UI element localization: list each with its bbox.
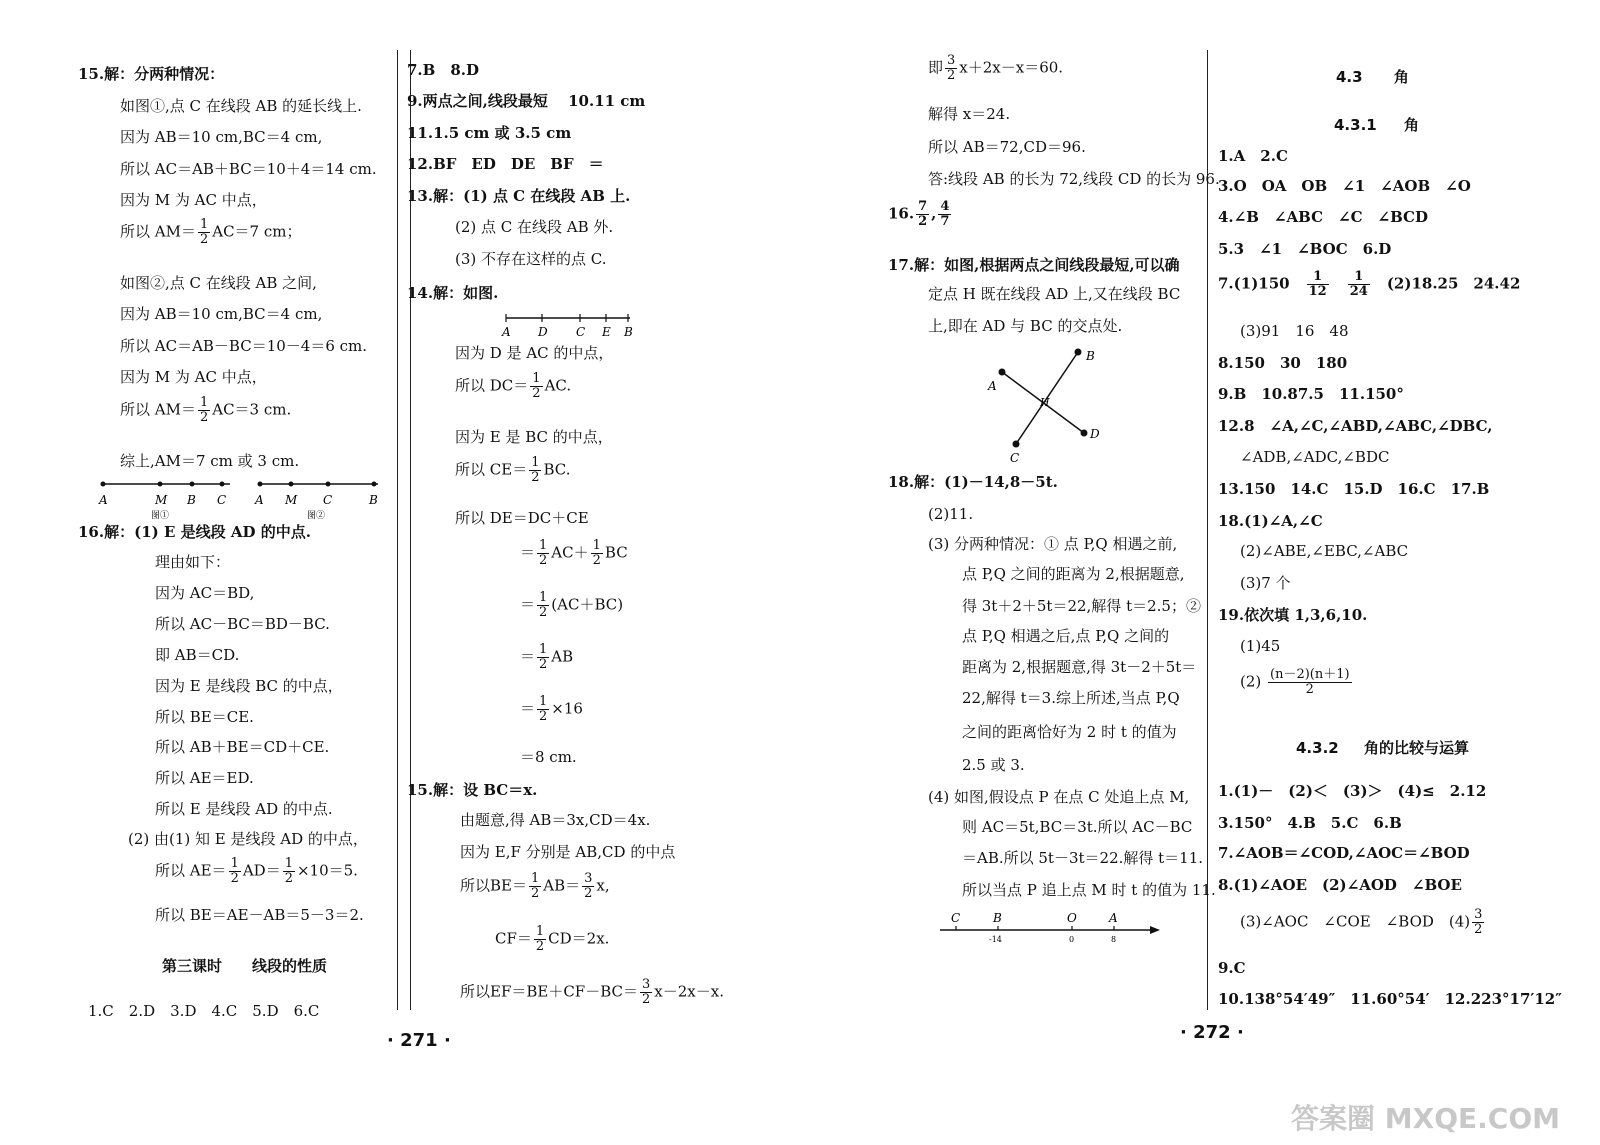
answer-line: 之间的距离恰好为 2 时 t 的值为 [962,723,1177,741]
text-segment: (AC＋BC) [551,595,624,614]
numerator: 1 [539,590,548,605]
text-segment: 7.(1)150 [1218,274,1305,293]
fig1-label-b: B [187,493,196,507]
fraction [537,643,549,672]
text-segment: ＝ [520,647,536,666]
denominator: 2 [539,553,548,568]
answer-line: 11.1.5 cm 或 3.5 cm [407,124,572,142]
answer-line-fraction [1240,908,1486,937]
denominator: 2 [584,886,593,901]
answer-line: 9.两点之间,线段最短 10.11 cm [407,92,646,110]
text-segment: AC＋ [551,543,589,562]
text-segment: ＝ [520,699,536,718]
answer-line: 12.8 ∠A,∠C,∠ABD,∠ABC,∠DBC, [1218,417,1493,435]
fraction [1348,270,1370,299]
denominator: 2 [1474,922,1483,937]
text-segment: BC. [543,460,571,479]
denominator: 7 [940,214,950,229]
answer-line: 点 P,Q 相遇之后,点 P,Q 之间的 [962,627,1170,645]
denominator: 2 [199,410,209,425]
answer-line-fraction [928,54,1063,83]
fig17-label-d: D [1090,427,1100,441]
fig17-label-h: H [1040,396,1050,409]
answer-line: 18.解：(1)－14,8－5t. [888,473,1058,491]
answer-line: 因为 AB＝10 cm,BC＝4 cm, [120,305,323,323]
fig2-label-b: B [369,493,378,507]
denominator: 2 [539,605,548,620]
numerator: 1 [199,217,209,232]
text-segment: 所以 AE＝ [155,861,227,880]
fraction [529,456,541,485]
answer-line: 18.(1)∠A,∠C [1218,512,1323,530]
fig1-label-a: A [99,493,108,507]
watermark: 答案圈 MXQE.COM [1291,1102,1560,1135]
heading-text: 角 [1393,68,1409,86]
page-number-271: · 271 · [387,1030,451,1051]
fig18-label-o: O [1067,911,1077,925]
text-segment: AD＝ [242,861,281,880]
answer-line-fraction [455,456,571,485]
fig14-label-a: A [502,325,511,339]
numerator: 1 [592,538,601,553]
answer-line: 14.解：如图. [407,284,499,302]
answer-line: 7.B 8.D [407,61,480,79]
figure-problem-14 [500,310,640,340]
fig18-label-c: C [951,911,961,925]
answer-line: 8.150 30 180 [1218,354,1348,372]
answer-line-fraction [455,372,571,401]
numerator: 1 [539,538,548,553]
numerator: 7 [918,199,928,214]
text-segment: 所以BE＝ [460,876,527,895]
fig18-label-b: B [993,911,1002,925]
answer-line: 12.BF ED DE BF ＝ [407,155,604,173]
answer-line: 所以 AC＝AB－BC＝10－4＝6 cm. [120,337,368,355]
answer-line-fraction [888,200,953,229]
numerator: 1 [1348,270,1370,285]
answer-line-fraction [1218,270,1520,299]
fraction [529,872,541,901]
text-segment: ×16 [551,699,583,718]
denominator: 2 [592,553,601,568]
denominator: 2 [947,68,956,83]
answer-line: ＝AB.所以 5t－3t＝22.解得 t＝11. [962,849,1204,867]
answer-line: 距离为 2,根据题意,得 3t－2＋5t＝ [962,658,1197,676]
text-segment: 所以 CE＝ [455,460,528,479]
answer-line: 1.A 2.C [1218,147,1288,165]
fig18-tick-0: 0 [1069,935,1075,944]
text-segment: x, [596,876,610,895]
answer-line: 8.(1)∠AOE (2)∠AOD ∠BOE [1218,876,1462,894]
answer-line: 所以 BE＝CE. [155,708,254,726]
text-segment: (3)∠AOC ∠COE ∠BOD (4) [1240,912,1471,931]
text-segment: AC＝7 cm； [212,222,302,241]
fraction [537,695,549,724]
fig17-label-a: A [988,379,997,393]
numerator: 1 [199,395,209,410]
answer-line-fraction [120,396,291,425]
numerator: 1 [531,455,540,470]
numerator: (n－2)(n＋1) [1270,667,1350,682]
answer-line: 9.B 10.87.5 11.150° [1218,385,1404,403]
text-segment: x＋2x－x＝60. [959,58,1064,77]
denominator: 2 [535,939,545,954]
fraction [1268,668,1352,697]
answer-line: (2) 点 C 在线段 AB 外. [455,218,614,236]
answer-line-fraction [495,925,609,954]
fraction [1307,270,1329,299]
answer-line: ＝8 cm. [520,748,577,766]
answer-line: (2)11. [928,505,974,523]
answer-line-fraction [155,857,358,886]
numerator: 3 [642,977,651,992]
denominator: 12 [1308,284,1327,299]
answer-line: 所以当点 P 追上点 M 时 t 的值为 11. [962,881,1216,899]
fig14-label-c: C [576,325,586,339]
text-segment: AC＝3 cm. [212,400,292,419]
fraction [640,978,652,1007]
answer-line: 综上,AM＝7 cm 或 3 cm. [120,452,300,470]
fig2-label-a: A [255,493,264,507]
answer-line: 13.150 14.C 15.D 16.C 17.B [1218,480,1490,498]
figure-problem-18-number-line [938,910,1168,946]
text-segment [1331,275,1346,293]
fig18-tick-8: 8 [1111,935,1117,944]
numerator: 1 [284,856,293,871]
fraction [1472,908,1484,937]
denominator: 2 [539,709,548,724]
fraction [582,872,594,901]
text-segment: CD＝2x. [548,929,610,948]
fig18-label-a: A [1109,911,1118,925]
answer-line: 定点 H 既在线段 AD 上,又在线段 BC [928,285,1181,303]
numerator: 3 [1474,907,1483,922]
text-segment: AB＝ [543,876,581,895]
text-segment: (2) [1240,672,1267,691]
answer-line: ∠ADB,∠ADC,∠BDC [1240,448,1390,466]
fig2-label-c: C [323,493,333,507]
answer-line: 因为 E,F 分别是 AB,CD 的中点 [460,843,676,861]
numerator: 1 [539,642,548,657]
fig2-label-m: M [285,493,298,507]
text-segment: CF＝ [495,929,532,948]
text-segment: 即 [928,58,944,77]
fraction [530,372,542,401]
column-divider-3 [1207,50,1208,1010]
answer-line: 则 AC＝5t,BC＝3t.所以 AC－BC [962,818,1193,836]
text-segment: 所以EF＝BE＋CF－BC＝ [460,982,638,1001]
answer-line: (3) 不存在这样的点 C. [455,250,607,268]
answer-line: 所以 AB＋BE＝CD＋CE. [155,738,330,756]
answer-line: 如图①,点 C 在线段 AB 的延长线上. [120,97,362,115]
fig1-label-c: C [217,493,227,507]
text-segment: (2)18.25 24.42 [1371,274,1521,293]
fig14-label-e: E [602,325,611,339]
answer-line: 3.O OA OB ∠1 ∠AOB ∠O [1218,177,1471,195]
answer-line: 所以 AC－BC＝BD－BC. [155,615,330,633]
text-segment: 所以 AM＝ [120,222,196,241]
answer-line: 理由如下： [155,553,231,571]
numerator: 4 [940,199,950,214]
answer-line-fraction [460,978,724,1007]
answer-line: (4) 如图,假设点 P 在点 C 处追上点 M, [928,788,1190,806]
denominator: 2 [284,871,293,886]
denominator: 2 [199,232,209,247]
fraction [916,200,929,229]
answer-line: 解得 x＝24. [928,105,1011,123]
answer-line: 由题意,得 AB＝3x,CD＝4x. [460,811,651,829]
answer-line: 15.解：分两种情况： [78,65,225,83]
page-number-272: · 272 · [1180,1022,1244,1043]
text-segment: ＝ [520,595,536,614]
answer-line: 所以 AB＝72,CD＝96. [928,138,1086,156]
denominator: 2 [230,871,239,886]
figure-problem-17 [980,340,1120,470]
numerator: 1 [530,871,540,886]
answer-line-fraction [520,539,628,568]
answer-line: 点 P,Q 之间的距离为 2,根据题意, [962,565,1185,583]
denominator: 24 [1349,284,1368,299]
heading-number: 4.3.1 [1334,116,1377,134]
answer-line: 9.C [1218,959,1246,977]
answer-line: 上,即在 AD 与 BC 的交点处. [928,317,1123,335]
fraction [537,539,549,568]
answer-line: 因为 E 是 BC 的中点， [455,428,613,446]
answer-line: (2)∠ABE,∠EBC,∠ABC [1240,542,1409,560]
text-segment: x－2x－x. [654,982,724,1001]
fraction [229,857,241,886]
text-segment: BC [604,543,628,562]
denominator: 2 [539,657,548,672]
answer-line-fraction [520,591,623,620]
answer-line: (3) 分两种情况：① 点 P,Q 相遇之前, [928,535,1178,553]
numerator: 3 [947,53,956,68]
answer-line: 得 3t＋2＋5t＝22,解得 t＝2.5；② [962,597,1201,615]
answer-line-fraction [520,695,583,724]
heading-4-3-1 [1334,114,1419,135]
answer-line: 因为 D 是 AC 的中点， [455,344,614,362]
answer-line: 所以 AC＝AB＋BC＝10＋4＝14 cm. [120,160,377,178]
answer-line: (3)91 16 48 [1240,322,1349,340]
figure-segments-1-2 [95,474,395,524]
answer-line: 所以 BE＝AE－AB＝5－3＝2. [155,906,364,924]
heading-text: 角的比较与运算 [1363,739,1469,757]
section-title-lesson-3: 第三课时 线段的性质 [162,957,328,975]
answer-line: 答:线段 AB 的长为 72,线段 CD 的长为 96. [928,170,1220,188]
answer-line: 1.(1)－ (2)＜ (3)＞ (4)≤ 2.12 [1218,782,1487,800]
answer-line: 因为 AB＝10 cm,BC＝4 cm, [120,128,323,146]
fig17-label-b: B [1086,349,1095,363]
heading-4-3-2 [1296,737,1469,758]
heading-4-3 [1336,66,1409,87]
text-segment: ×10＝5. [296,861,358,880]
answer-line-fraction [120,218,302,247]
answer-line: 19.依次填 1,3,6,10. [1218,606,1368,624]
fraction [938,200,951,229]
answer-line: 13.解：(1) 点 C 在线段 AB 上. [407,187,631,205]
answer-line: (3)7 个 [1240,574,1291,592]
fig14-label-b: B [624,325,633,339]
text-segment: 所以 AM＝ [120,400,196,419]
fraction [537,591,549,620]
denominator: 2 [531,470,540,485]
answer-line: 所以 E 是线段 AD 的中点. [155,800,333,818]
answer-line: 3.150° 4.B 5.C 6.B [1218,814,1402,832]
text-segment: , [931,204,937,223]
denominator: 2 [918,214,928,229]
fig18-tick-minus14: -14 [989,935,1002,944]
answer-line: 因为 M 为 AC 中点， [120,191,267,209]
numerator: 3 [584,871,593,886]
answer-line-fraction [1240,668,1354,697]
answer-line: 10.138°54′49″ 11.60°54′ 12.223°17′12″ [1218,990,1562,1008]
text-segment: AC. [544,376,572,395]
fraction [591,539,603,568]
answer-line: 17.解：如图,根据两点之间线段最短,可以确 [888,256,1180,274]
fraction [198,396,210,425]
answer-line: 即 AB＝CD. [155,646,240,664]
heading-number: 4.3 [1336,68,1363,86]
heading-number: 4.3.2 [1296,739,1339,757]
answer-line: 1.C 2.D 3.D 4.C 5.D 6.C [88,1002,320,1020]
heading-text: 角 [1403,116,1419,134]
fraction [534,925,546,954]
fig17-label-c: C [1010,451,1020,465]
answer-line-fraction [520,643,573,672]
text-segment: AB [551,647,574,666]
answer-line: 因为 E 是线段 BC 的中点， [155,677,343,695]
numerator: 1 [539,694,548,709]
denominator: 2 [1305,682,1314,697]
answer-line: 5.3 ∠1 ∠BOC 6.D [1218,240,1392,258]
fig14-label-d: D [538,325,548,339]
answer-line: 2.5 或 3. [962,756,1025,774]
answer-line: (1)45 [1240,637,1281,655]
denominator: 2 [530,886,540,901]
text-segment: 所以 DC＝ [455,376,529,395]
fraction [283,857,295,886]
answer-line: 7.∠AOB＝∠COD,∠AOC＝∠BOD [1218,844,1470,862]
answer-line: 因为 M 为 AC 中点， [120,368,267,386]
denominator: 2 [532,386,541,401]
answer-line: 16.解：(1) E 是线段 AD 的中点. [78,523,311,541]
fig1-caption: 图① [151,511,170,521]
fraction [198,218,210,247]
numerator: 1 [532,371,541,386]
answer-line: (2) 由(1) 知 E 是线段 AD 的中点， [128,830,368,848]
answer-line: 22,解得 t＝3.综上所述,当点 P,Q [962,689,1180,707]
answer-line-fraction [460,872,610,901]
text-segment: 16. [888,204,915,223]
numerator: 1 [1307,270,1329,285]
fig1-label-m: M [155,493,168,507]
denominator: 2 [642,992,651,1007]
numerator: 1 [230,856,239,871]
answer-line: 所以 AE＝ED. [155,769,254,787]
column-divider-1 [397,50,398,1010]
answer-line: 4.∠B ∠ABC ∠C ∠BCD [1218,208,1428,226]
fig2-caption: 图② [307,511,326,521]
answer-line: 所以 DE＝DC＋CE [455,509,589,527]
answer-line: 因为 AC＝BD, [155,584,255,602]
numerator: 1 [535,924,545,939]
answer-line: 如图②,点 C 在线段 AB 之间, [120,274,317,292]
answer-line: 15.解：设 BC＝x. [407,781,538,799]
text-segment: ＝ [520,543,536,562]
fraction [945,54,957,83]
